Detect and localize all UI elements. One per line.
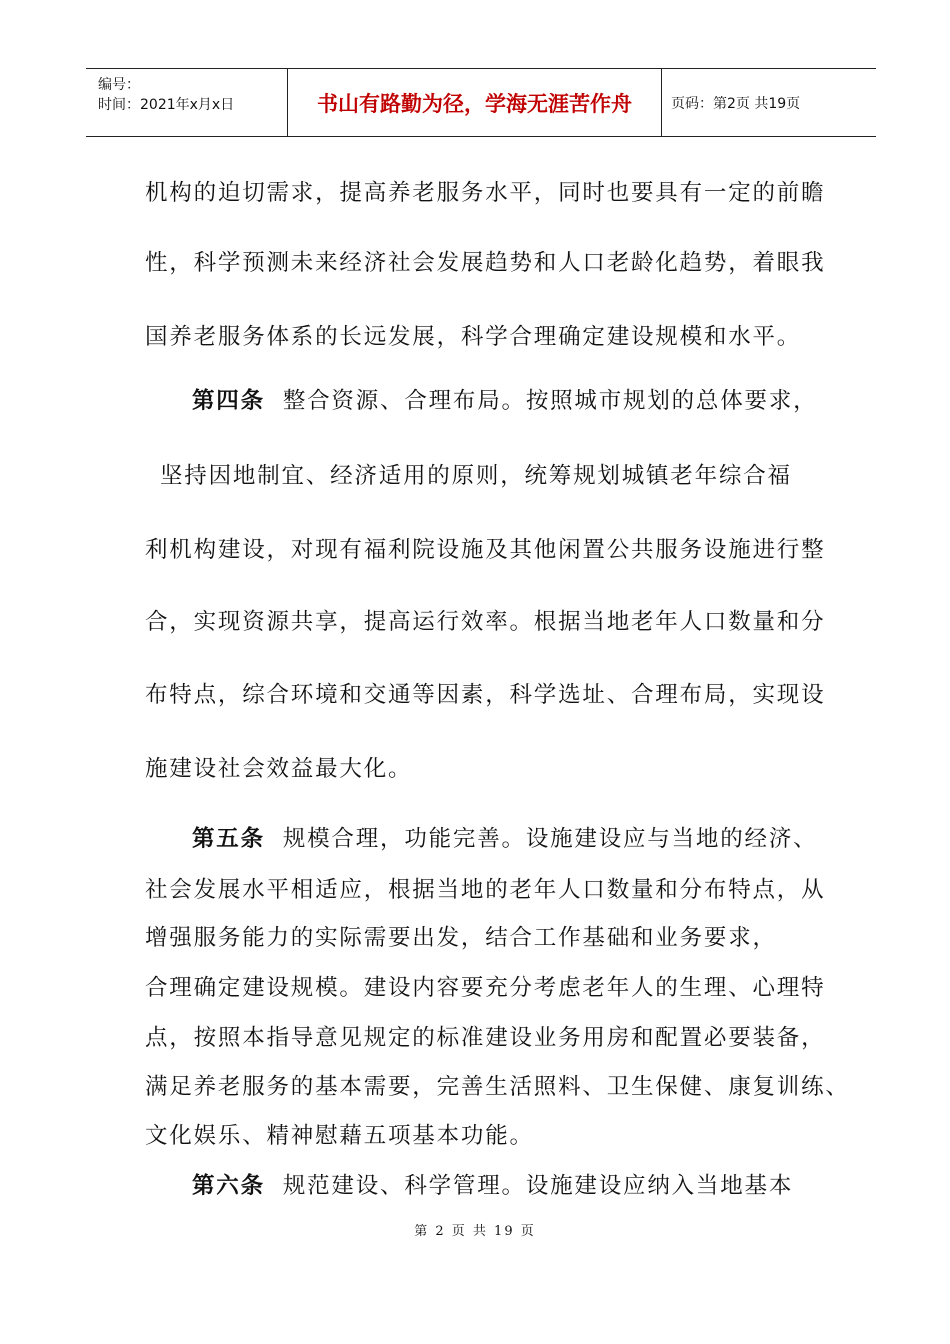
body-line: 合，实现资源共享，提高运行效率。根据当地老年人口数量和分 (145, 609, 826, 635)
page-footer: 第 2 页 共 19 页 (414, 1224, 536, 1239)
article-label: 第六条 (192, 1173, 265, 1199)
header-meta (98, 75, 234, 115)
body-line: 利机构建设，对现有福利院设施及其他闲置公共服务设施进行整 (145, 537, 826, 563)
body-line: 布特点，综合环境和交通等因素，科学选址、合理布局，实现设 (145, 682, 826, 708)
body-line: 性，科学预测未来经济社会发展趋势和人口老龄化趋势，着眼我 (145, 250, 826, 276)
body-line: 国养老服务体系的长远发展，科学合理确定建设规模和水平。 (145, 324, 802, 350)
page-header (86, 68, 876, 137)
body-line: 合理确定建设规模。建设内容要充分考虑老年人的生理、心理特 (145, 975, 826, 1001)
body-line: 点，按照本指导意见规定的标准建设业务用房和配置必要装备， (145, 1025, 826, 1051)
article-5-line: 第五条 规模合理，功能完善。设施建设应与当地的经济、 (192, 826, 818, 852)
header-divider (661, 69, 662, 136)
body-line: 坚持因地制宜、经济适用的原则，统筹规划城镇老年综合福 (160, 463, 792, 489)
body-line: 文化娱乐、精神慰藉五项基本功能。 (145, 1123, 534, 1149)
article-label: 第五条 (192, 826, 265, 852)
article-6-line: 第六条 规范建设、科学管理。设施建设应纳入当地基本 (192, 1173, 794, 1199)
article-label: 第四条 (192, 388, 265, 414)
body-line: 机构的迫切需求，提高养老服务水平，同时也要具有一定的前瞻 (145, 180, 826, 206)
body-line: 社会发展水平相适应，根据当地的老年人口数量和分布特点，从 (145, 877, 826, 903)
header-page-info: 页码：第2页 共19页 (671, 95, 801, 112)
body-line: 施建设社会效益最大化。 (145, 756, 413, 782)
time-label: 时间：2021年x月x日 (98, 97, 235, 113)
number-label: 编号： (98, 77, 140, 93)
article-4-line: 第四条 整合资源、合理布局。按照城市规划的总体要求， (192, 388, 818, 414)
header-motto: 书山有路勤为径，学海无涯苦作舟 (317, 91, 632, 116)
body-line: 满足养老服务的基本需要，完善生活照料、卫生保健、康复训练、 (145, 1074, 850, 1100)
header-divider (287, 69, 288, 136)
body-line: 增强服务能力的实际需要出发，结合工作基础和业务要求， (145, 925, 777, 951)
